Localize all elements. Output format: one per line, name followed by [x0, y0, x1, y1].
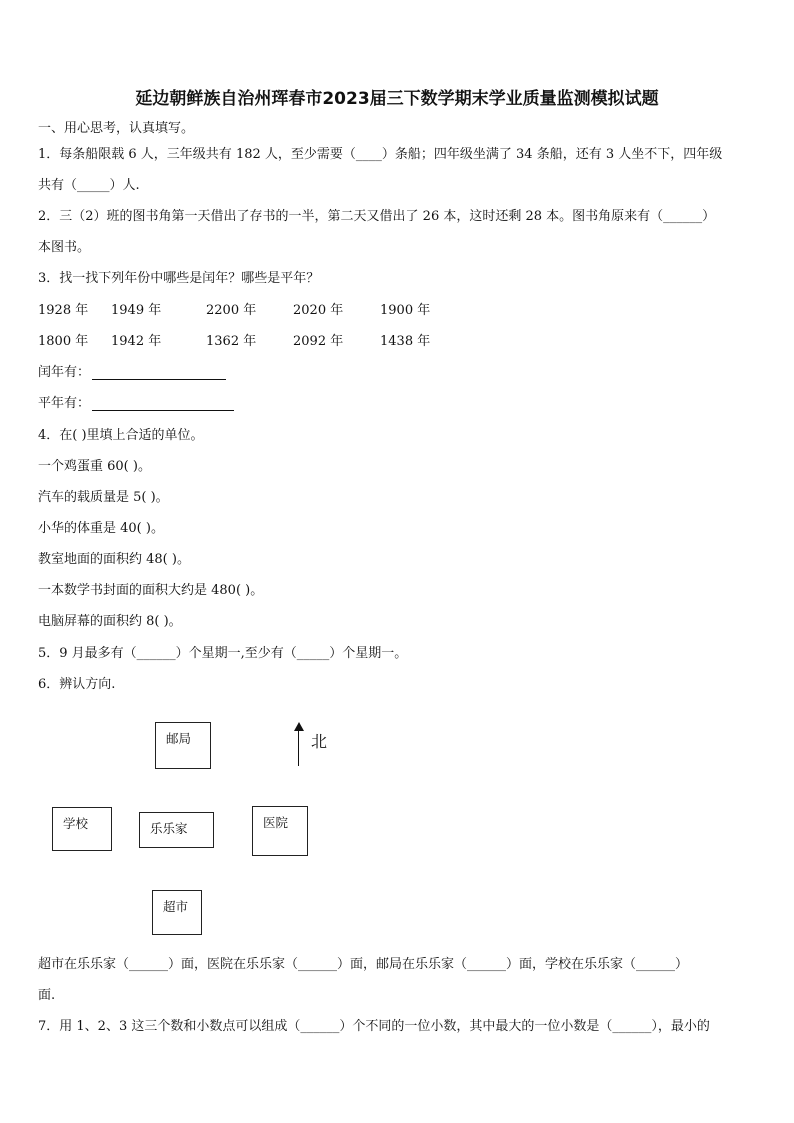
question-7-line-1: 7．用 1、2、3 这三个数和小数点可以组成（______）个不同的一位小数，其中最大的一位小数是（______），最小的: [38, 1019, 710, 1034]
question-5-line-1: 5．9 月最多有（______）个星期一,至少有（_____）个星期一。: [38, 646, 408, 661]
lele-home-box: [139, 812, 214, 848]
question-1-line-2: 共有（_____）人.: [38, 178, 140, 193]
question-6-line-2: 超市在乐乐家（______）面，医院在乐乐家（______）面，邮局在乐乐家（______）面，学校在乐乐家（______）: [38, 957, 689, 972]
question-6-line-3: 面.: [38, 988, 56, 1003]
year-item: 1928 年: [38, 303, 89, 318]
post-office-label: 邮局: [166, 731, 192, 746]
question-4-item: 小华的体重是 40( )。: [38, 521, 164, 536]
question-4-item: 教室地面的面积约 48( )。: [38, 552, 190, 567]
question-4-item: 一个鸡蛋重 60( )。: [38, 459, 151, 474]
page-title: 延边朝鲜族自治州珲春市2023届三下数学期末学业质量监测模拟试题: [135, 89, 659, 109]
section-heading: 一、用心思考，认真填写。: [38, 121, 195, 136]
year-item: 1942 年: [111, 334, 162, 349]
school-box: [52, 807, 112, 851]
post-office-box: [155, 722, 211, 769]
question-4-line-1: 4．在( )里填上合适的单位。: [38, 428, 204, 443]
supermarket-box: [152, 890, 202, 935]
question-6-line-1: 6．辨认方向.: [38, 677, 116, 692]
hospital-label: 医院: [263, 815, 289, 830]
north-label: 北: [311, 732, 328, 751]
year-item: 1362 年: [206, 334, 257, 349]
year-item: 2092 年: [293, 334, 344, 349]
north-arrow-shaft: [298, 728, 299, 766]
question-4-item: 汽车的载质量是 5( )。: [38, 490, 169, 505]
question-1-line-1: 1．每条船限载 6 人，三年级共有 182 人，至少需要（____）条船；四年级坐满了 34 条船，还有 3 人坐不下，四年级: [38, 147, 723, 162]
hospital-box: [252, 806, 308, 856]
supermarket-label: 超市: [163, 899, 189, 914]
question-4-item: 一本数学书封面的面积大约是 480( )。: [38, 583, 264, 598]
question-3-line-1: 3．找一找下列年份中哪些是闰年？哪些是平年？: [38, 271, 320, 286]
question-2-line-1: 2．三（2）班的图书角第一天借出了存书的一半，第二天又借出了 26 本，这时还剩 28 本。图书角原来有（______）: [38, 209, 716, 224]
year-item: 2020 年: [293, 303, 344, 318]
year-item: 1800 年: [38, 334, 89, 349]
school-label: 学校: [63, 816, 89, 831]
lele-home-label: 乐乐家: [150, 821, 188, 836]
common-year-answer-line[interactable]: [92, 410, 234, 411]
leap-year-label: 闰年有：: [38, 365, 91, 380]
question-4-item: 电脑屏幕的面积约 8( )。: [38, 614, 182, 629]
year-item: 2200 年: [206, 303, 257, 318]
north-arrow-icon: [294, 722, 304, 731]
year-item: 1949 年: [111, 303, 162, 318]
year-item: 1900 年: [380, 303, 431, 318]
question-2-line-2: 本图书。: [38, 240, 91, 255]
common-year-label: 平年有：: [38, 396, 91, 411]
leap-year-answer-line[interactable]: [92, 379, 226, 380]
year-item: 1438 年: [380, 334, 431, 349]
